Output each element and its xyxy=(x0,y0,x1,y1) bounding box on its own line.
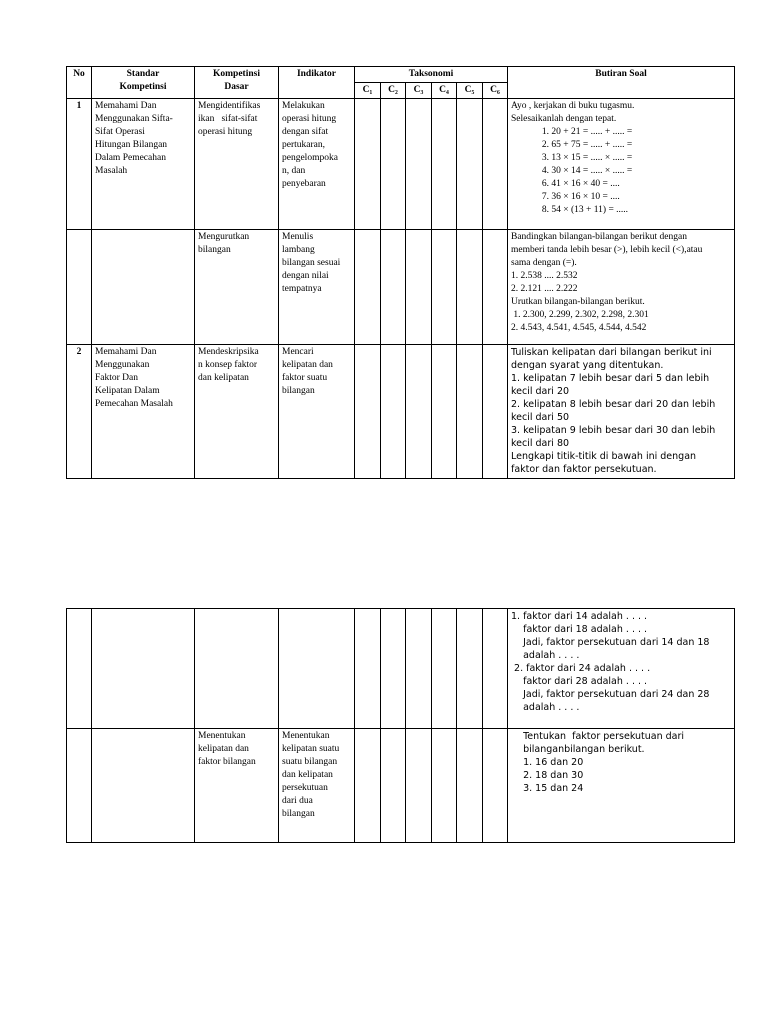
kompetensi-dasar-cell: Mendeskripsika n konsep faktor dan kelipatan xyxy=(195,345,279,479)
header-c5: C₅ xyxy=(457,83,483,99)
c4-cell xyxy=(432,609,457,729)
c1-cell xyxy=(355,99,381,230)
kompetensi-dasar-cell: Mengidentifikas ikan sifat-sifat operasi hitung xyxy=(195,99,279,230)
header-butiran-soal: Butiran Soal xyxy=(508,67,735,99)
c3-cell xyxy=(406,729,432,843)
c5-cell xyxy=(457,729,483,843)
header-no: No xyxy=(67,67,92,99)
c4-cell xyxy=(432,345,457,479)
c5-cell xyxy=(457,609,483,729)
c3-cell xyxy=(406,609,432,729)
header-c2: C₂ xyxy=(381,83,406,99)
c6-cell xyxy=(483,345,508,479)
indikator-cell: Mencari kelipatan dan faktor suatu bilangan xyxy=(279,345,355,479)
c2-cell xyxy=(381,99,406,230)
butiran-soal-cell: 1. faktor dari 14 adalah . . . . faktor dari 18 adalah . . . . Jadi, faktor persekutuan dari 14 dan 18 adalah . . . . 2. faktor dari 24 adalah . . . . faktor dari 28 adalah . . . . Jadi, faktor persekutuan dari 24 dan 28 adalah . . . . xyxy=(508,609,735,729)
c1-cell xyxy=(355,729,381,843)
c2-cell xyxy=(381,345,406,479)
c2-cell xyxy=(381,230,406,345)
row-no xyxy=(67,729,92,843)
butiran-soal-cell: Tuliskan kelipatan dari bilangan berikut ini dengan syarat yang ditentukan. 1. kelipatan 7 lebih besar dari 5 dan lebih kecil dari 20 2. kelipatan 8 lebih besar dari 20 dan lebih kecil dari 50 3. kelipatan 9 lebih besar dari 30 dan lebih kecil dari 80 Lengkapi titik-titik di bawah ini dengan faktor dan faktor persekutuan. xyxy=(508,345,735,479)
c4-cell xyxy=(432,230,457,345)
indikator-cell: Menentukan kelipatan suatu suatu bilangan dan kelipatan persekutuan dari dua bilangan xyxy=(279,729,355,843)
header-c4: C₄ xyxy=(432,83,457,99)
header-indikator: Indikator xyxy=(279,67,355,99)
indikator-cell xyxy=(279,609,355,729)
c6-cell xyxy=(483,609,508,729)
butiran-soal-cell: Bandingkan bilangan-bilangan berikut dengan memberi tanda lebih besar (>), lebih kecil (<),atau sama dengan (=). 1. 2.538 .... 2.532 2. 2.121 .... 2.222 Urutkan bilangan-bilangan berikut. 1. 2.300, 2.299, 2.302, 2.298, 2.301 2. 4.543, 4.541, 4.545, 4.544, 4.542 xyxy=(508,230,735,345)
kompetensi-dasar-cell xyxy=(195,609,279,729)
table-row xyxy=(67,729,735,843)
row-no xyxy=(67,230,92,345)
table-row xyxy=(67,99,735,230)
kisi-kisi-table-page1 xyxy=(66,66,735,479)
row-no: 1 xyxy=(67,99,92,230)
c3-cell xyxy=(406,345,432,479)
c1-cell xyxy=(355,609,381,729)
c5-cell xyxy=(457,345,483,479)
table-row xyxy=(67,609,735,729)
c2-cell xyxy=(381,609,406,729)
c6-cell xyxy=(483,729,508,843)
indikator-cell: Menulis lambang bilangan sesuai dengan nilai tempatnya xyxy=(279,230,355,345)
c6-cell xyxy=(483,230,508,345)
indikator-cell: Melakukan operasi hitung dengan sifat pertukaran, pengelompoka n, dan penyebaran xyxy=(279,99,355,230)
c4-cell xyxy=(432,729,457,843)
header-c1: C₁ xyxy=(355,83,381,99)
kompetensi-dasar-cell: Menentukan kelipatan dan faktor bilangan xyxy=(195,729,279,843)
header-kompetensi-dasar: Kompetinsi Dasar xyxy=(195,67,279,99)
standar-kompetensi-cell: Memahami Dan Menggunakan Sifta- Sifat Operasi Hitungan Bilangan Dalam Pemecahan Masalah xyxy=(92,99,195,230)
standar-kompetensi-cell xyxy=(92,729,195,843)
c1-cell xyxy=(355,345,381,479)
row-no xyxy=(67,609,92,729)
header-standar-kompetensi: Standar Kompetinsi xyxy=(92,67,195,99)
standar-kompetensi-cell: Memahami Dan Menggunakan Faktor Dan Kelipatan Dalam Pemecahan Masalah xyxy=(92,345,195,479)
standar-kompetensi-cell xyxy=(92,230,195,345)
c4-cell xyxy=(432,99,457,230)
c5-cell xyxy=(457,230,483,345)
butiran-soal-cell: Tentukan faktor persekutuan dari bilanganbilangan berikut. 1. 16 dan 20 2. 18 dan 30 3. 15 dan 24 xyxy=(508,729,735,843)
butiran-soal-cell: Ayo , kerjakan di buku tugasmu. Selesaikanlah dengan tepat. 1. 20 + 21 = ..... + ..... = 2. 65 + 75 = ..... + ..... = 3. 13 × 15 = ..... × ..... = 4. 30 × 14 = ..... × ..... = 6. 41 × 16 × 40 = .... 7. 36 × 16 × 10 = .... 8. 54 × (13 + 11) = ..... xyxy=(508,99,735,230)
c3-cell xyxy=(406,230,432,345)
header-c6: C₆ xyxy=(483,83,508,99)
kisi-kisi-table-page2 xyxy=(66,608,735,843)
kompetensi-dasar-cell: Mengurutkan bilangan xyxy=(195,230,279,345)
row-no: 2 xyxy=(67,345,92,479)
c6-cell xyxy=(483,99,508,230)
c1-cell xyxy=(355,230,381,345)
table-row xyxy=(67,230,735,345)
c2-cell xyxy=(381,729,406,843)
standar-kompetensi-cell xyxy=(92,609,195,729)
c3-cell xyxy=(406,99,432,230)
table-row xyxy=(67,345,735,479)
c5-cell xyxy=(457,99,483,230)
header-taksonomi: Taksonomi xyxy=(355,67,508,83)
header-c3: C₃ xyxy=(406,83,432,99)
